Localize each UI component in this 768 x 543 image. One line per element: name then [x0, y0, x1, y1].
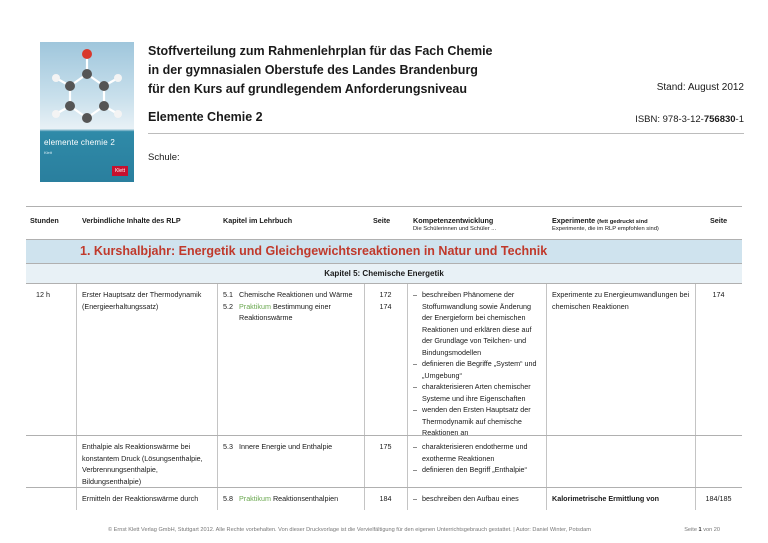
col-kapitel: Kapitel im Lehrbuch	[223, 216, 293, 225]
table-header	[26, 206, 742, 240]
col-experimente: Experimente (fett gedruckt sind	[552, 216, 648, 225]
document-title	[148, 42, 493, 99]
list-item: – wenden den Ersten Hauptsatz der Thermodynamik auf chemische Reaktionen an	[413, 404, 541, 439]
col-kompetenz-sub: Die Schülerinnen und Schüler ...	[413, 226, 497, 232]
page-number: Seite 1 von 20	[684, 527, 720, 533]
seite-cell: 172 174	[379, 290, 392, 311]
col-inhalte: Verbindliche Inhalte des RLP	[82, 216, 181, 225]
cover-subtitle: Klett	[44, 150, 53, 155]
copyright-text: © Ernst Klett Verlag GmbH, Stuttgart 2012. Alle Rechte vorbehalten. Von dieser Druckvorlage ist die Vervielfältigung für den eigenen Unterrichtsgebrauch gestattet. | Autor: Daniel Winter, Potsdam	[108, 527, 591, 533]
table-row	[26, 284, 742, 436]
stand-date: Stand: August 2012	[656, 82, 744, 93]
title-line-2: in der gymnasialen Oberstufe des Landes Brandenburg	[148, 63, 478, 77]
seite-cell: 184	[379, 494, 392, 503]
kapitel-cell: 5.8 Praktikum Reaktionsenthalpien	[223, 494, 339, 503]
table-row	[26, 436, 742, 488]
col-seite-2: Seite	[710, 216, 728, 225]
kompetenz-cell	[413, 289, 541, 439]
inhalte-cell: Erster Hauptsatz der Thermodynamik (Energieerhaltungssatz)	[82, 290, 202, 311]
schule-label: Schule:	[148, 152, 180, 163]
title-line-1: Stoffverteilung zum Rahmenlehrplan für das Fach Chemie	[148, 44, 493, 58]
book-title: Elemente Chemie 2	[148, 110, 263, 124]
list-item: – charakterisieren endotherme und exotherme Reaktionen	[413, 441, 541, 464]
list-item: – beschreiben Phänomene der Stoffumwandlung sowie Änderung der Energieform bei chemischen Reaktionen und erklären diese auf der Grundlage von Teilchen- und Bindungsmodellen	[413, 289, 541, 358]
list-item: – beschreiben den Aufbau eines	[413, 493, 541, 505]
title-line-3: für den Kurs auf grundlegendem Anforderungsniveau	[148, 82, 468, 96]
col-experimente-sub: Experimente, die im RLP empfohlen sind)	[552, 226, 659, 232]
list-item: – charakterisieren Arten chemischer Systeme und ihre Eigenschaften	[413, 381, 541, 404]
kompetenz-cell	[413, 441, 541, 476]
inhalte-cell: Enthalpie als Reaktionswärme bei konstantem Druck (Lösungsenthalpie, Verbrennungsenthalpie, Bildungsenthalpie)	[82, 442, 203, 486]
publisher-logo: Klett	[112, 166, 128, 176]
experimente-cell: Kalorimetrische Ermittlung von	[552, 494, 660, 503]
seite2-cell: 174	[712, 290, 725, 299]
book-cover	[40, 42, 134, 182]
seite-cell: 175	[379, 442, 392, 451]
seite2-cell: 184/185	[705, 494, 732, 503]
stoffverteilung-table	[26, 206, 742, 510]
kapitel-cell: 5.3 Innere Energie und Enthalpie	[223, 442, 333, 451]
header-rule	[148, 133, 744, 134]
section-heading	[26, 240, 742, 264]
stunden-cell: 12 h	[36, 290, 50, 299]
chapter-heading: Kapitel 5: Chemische Energetik	[26, 264, 742, 284]
list-item: – definieren die Begriffe „System“ und „Umgebung“	[413, 358, 541, 381]
col-stunden: Stunden	[30, 216, 59, 225]
list-item: – definieren den Begriff „Enthalpie“	[413, 464, 541, 476]
cover-title: elemente chemie 2	[44, 138, 115, 147]
col-kompetenz: Kompetenzentwicklung	[413, 216, 494, 225]
kapitel-cell: 5.1 Chemische Reaktionen und Wärme 5.2 Praktikum Bestimmung einer Reaktionswärme	[223, 290, 353, 322]
col-seite: Seite	[373, 216, 391, 225]
section-title: 1. Kurshalbjahr: Energetik und Gleichgewichtsreaktionen in Natur und Technik	[80, 244, 548, 258]
kompetenz-cell	[413, 493, 541, 505]
molecule-illustration	[40, 42, 134, 138]
inhalte-cell: Ermitteln der Reaktionswärme durch	[82, 494, 199, 503]
experimente-cell: Experimente zu Energieumwandlungen bei chemischen Reaktionen	[552, 290, 690, 311]
table-row	[26, 488, 742, 510]
isbn: ISBN: 978-3-12-756830-1	[635, 114, 744, 125]
